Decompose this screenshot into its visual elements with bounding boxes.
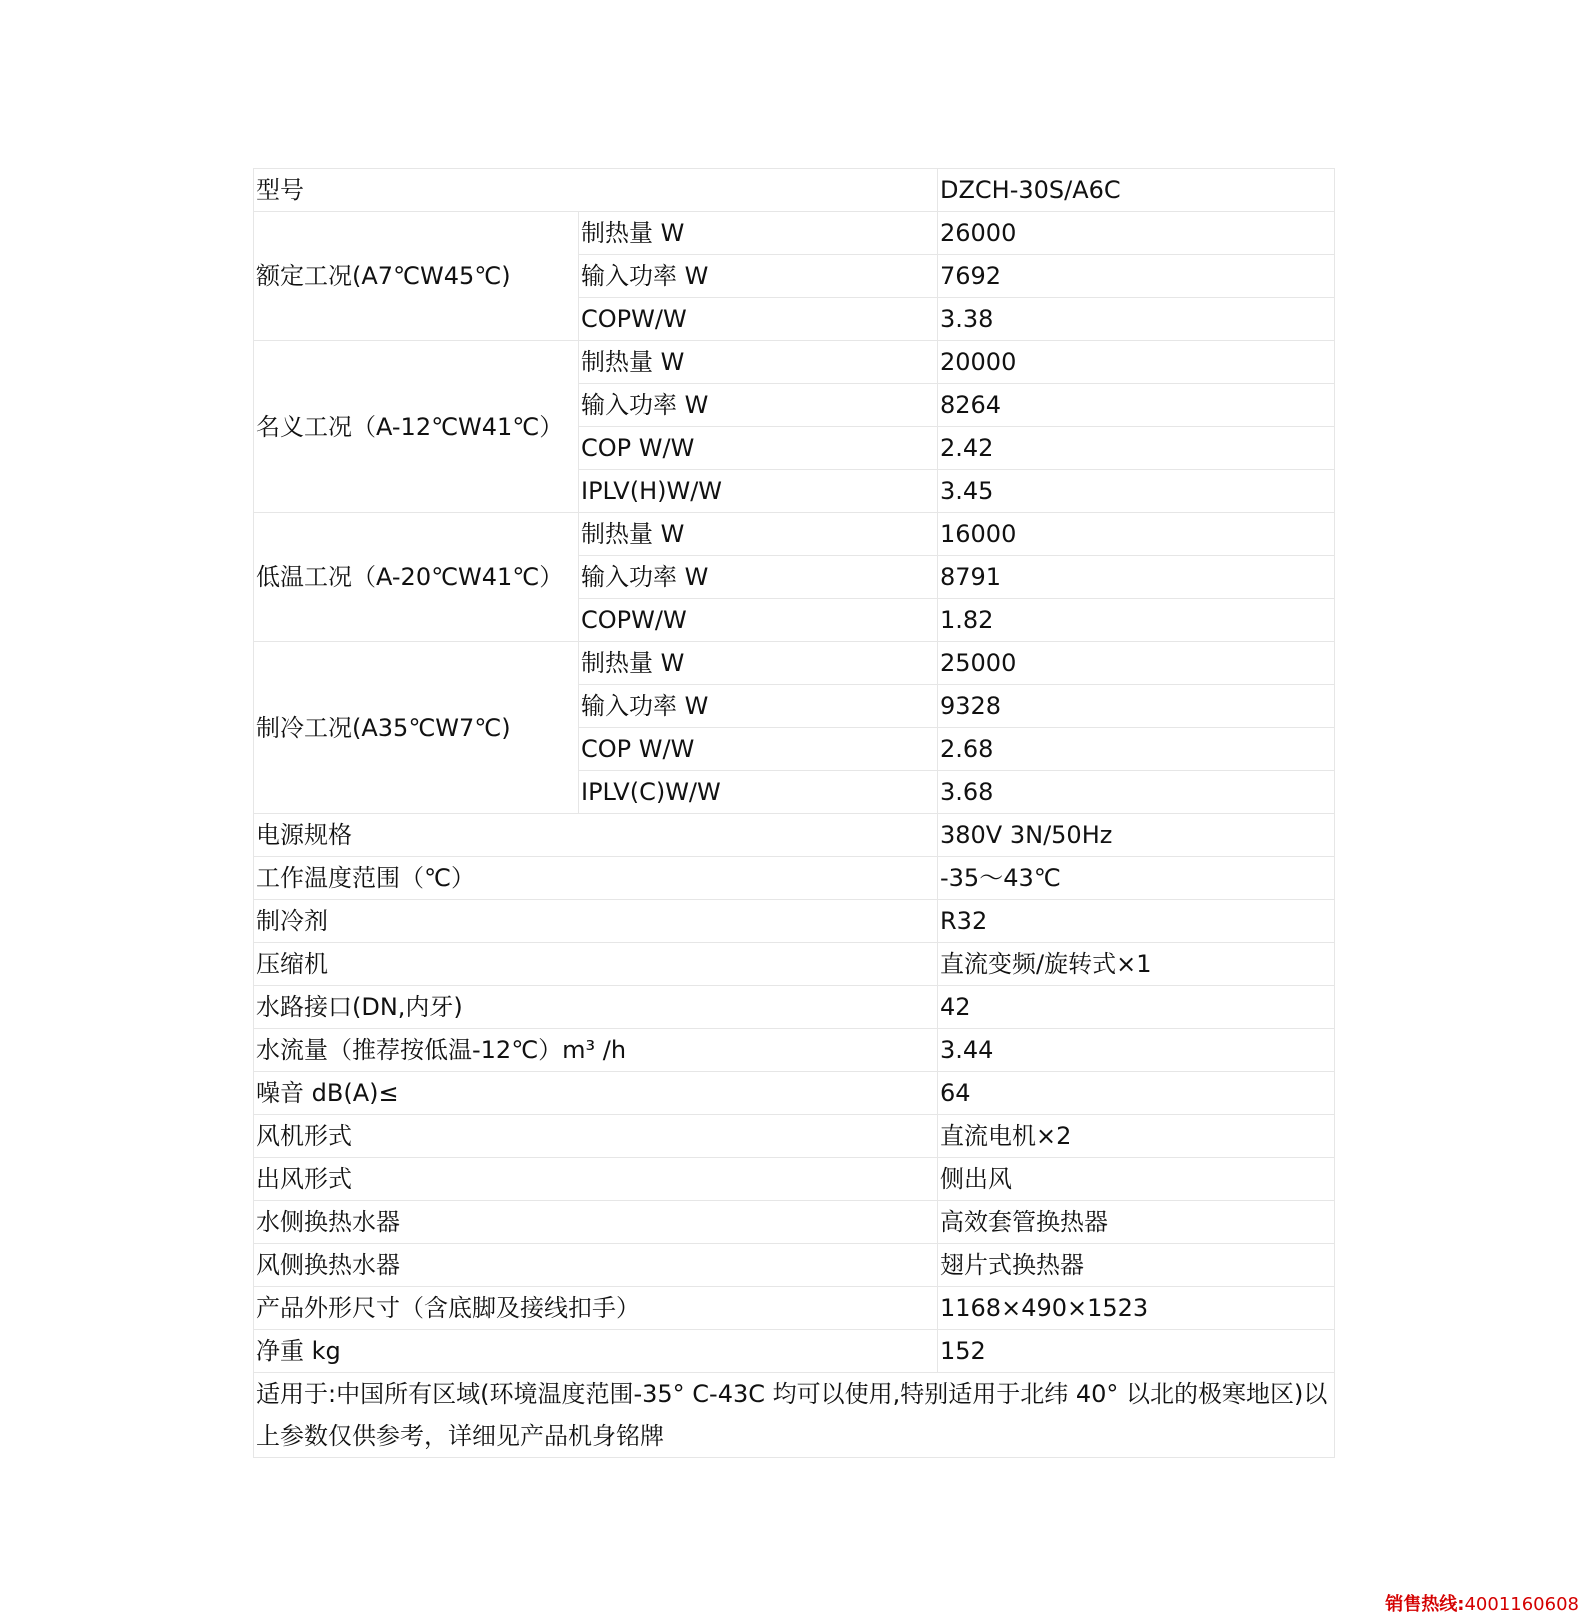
condition-value: 2.68 [938,728,1335,771]
condition-param: IPLV(C)W/W [579,771,938,814]
spec-value: 侧出风 [938,1158,1335,1201]
condition-group-label: 名义工况（A-12℃W41℃） [254,341,579,513]
spec-row [254,1072,1335,1115]
condition-param: COP W/W [579,427,938,470]
spec-label: 出风形式 [254,1158,938,1201]
model-value: DZCH-30S/A6C [938,169,1335,212]
condition-row [254,341,1335,384]
spec-row [254,1158,1335,1201]
condition-row [254,212,1335,255]
spec-label: 风侧换热水器 [254,1244,938,1287]
sales-hotline [1385,1590,1579,1616]
spec-row [254,900,1335,943]
condition-group-label: 额定工况(A7℃W45℃) [254,212,579,341]
condition-value: 16000 [938,513,1335,556]
spec-row [254,1115,1335,1158]
spec-value: 1168×490×1523 [938,1287,1335,1330]
condition-row [254,642,1335,685]
spec-row [254,1029,1335,1072]
spec-value: 380V 3N/50Hz [938,814,1335,857]
condition-value: 3.45 [938,470,1335,513]
hotline-number: 4001160608 [1464,1594,1579,1615]
condition-value: 26000 [938,212,1335,255]
spec-label: 电源规格 [254,814,938,857]
condition-group-label: 制冷工况(A35℃W7℃) [254,642,579,814]
spec-row [254,943,1335,986]
spec-row [254,986,1335,1029]
spec-row [254,857,1335,900]
condition-value: 9328 [938,685,1335,728]
spec-value: 高效套管换热器 [938,1201,1335,1244]
spec-row [254,1201,1335,1244]
spec-value: 直流电机×2 [938,1115,1335,1158]
condition-value: 3.38 [938,298,1335,341]
spec-label: 工作温度范围（℃） [254,857,938,900]
condition-value: 20000 [938,341,1335,384]
spec-row [254,1330,1335,1373]
spec-label: 制冷剂 [254,900,938,943]
hotline-label: 销售热线: [1385,1594,1465,1615]
spec-label: 风机形式 [254,1115,938,1158]
spec-row [254,1287,1335,1330]
condition-param: 输入功率 W [579,685,938,728]
spec-label: 压缩机 [254,943,938,986]
condition-param: 制热量 W [579,642,938,685]
spec-label: 噪音 dB(A)≤ [254,1072,938,1115]
condition-param: COPW/W [579,599,938,642]
condition-param: 制热量 W [579,212,938,255]
spec-value: 3.44 [938,1029,1335,1072]
condition-value: 25000 [938,642,1335,685]
note-row [254,1373,1335,1458]
condition-value: 8791 [938,556,1335,599]
condition-param: IPLV(H)W/W [579,470,938,513]
spec-row [254,814,1335,857]
condition-param: 输入功率 W [579,384,938,427]
spec-value: 42 [938,986,1335,1029]
spec-table-body [254,169,1335,1458]
spec-label: 水路接口(DN,内牙) [254,986,938,1029]
condition-param: 制热量 W [579,341,938,384]
condition-param: 输入功率 W [579,255,938,298]
condition-value: 3.68 [938,771,1335,814]
condition-param: 输入功率 W [579,556,938,599]
applicability-note: 适用于:中国所有区域(环境温度范围-35° C-43C 均可以使用,特别适用于北纬 40° 以北的极寒地区)以上参数仅供参考，详细见产品机身铭牌 [254,1373,1335,1458]
model-row [254,169,1335,212]
spec-label: 产品外形尺寸（含底脚及接线扣手） [254,1287,938,1330]
condition-value: 8264 [938,384,1335,427]
condition-value: 7692 [938,255,1335,298]
condition-param: COPW/W [579,298,938,341]
spec-value: R32 [938,900,1335,943]
condition-value: 1.82 [938,599,1335,642]
condition-param: COP W/W [579,728,938,771]
condition-row [254,513,1335,556]
spec-value: 翅片式换热器 [938,1244,1335,1287]
spec-value: 152 [938,1330,1335,1373]
spec-label: 水侧换热水器 [254,1201,938,1244]
spec-table [253,168,1335,1458]
condition-group-label: 低温工况（A-20℃W41℃） [254,513,579,642]
model-label: 型号 [254,169,938,212]
spec-label: 水流量（推荐按低温-12℃）m³ /h [254,1029,938,1072]
condition-value: 2.42 [938,427,1335,470]
condition-param: 制热量 W [579,513,938,556]
spec-row [254,1244,1335,1287]
spec-label: 净重 kg [254,1330,938,1373]
spec-value: 直流变频/旋转式×1 [938,943,1335,986]
spec-value: 64 [938,1072,1335,1115]
spec-value: -35～43℃ [938,857,1335,900]
